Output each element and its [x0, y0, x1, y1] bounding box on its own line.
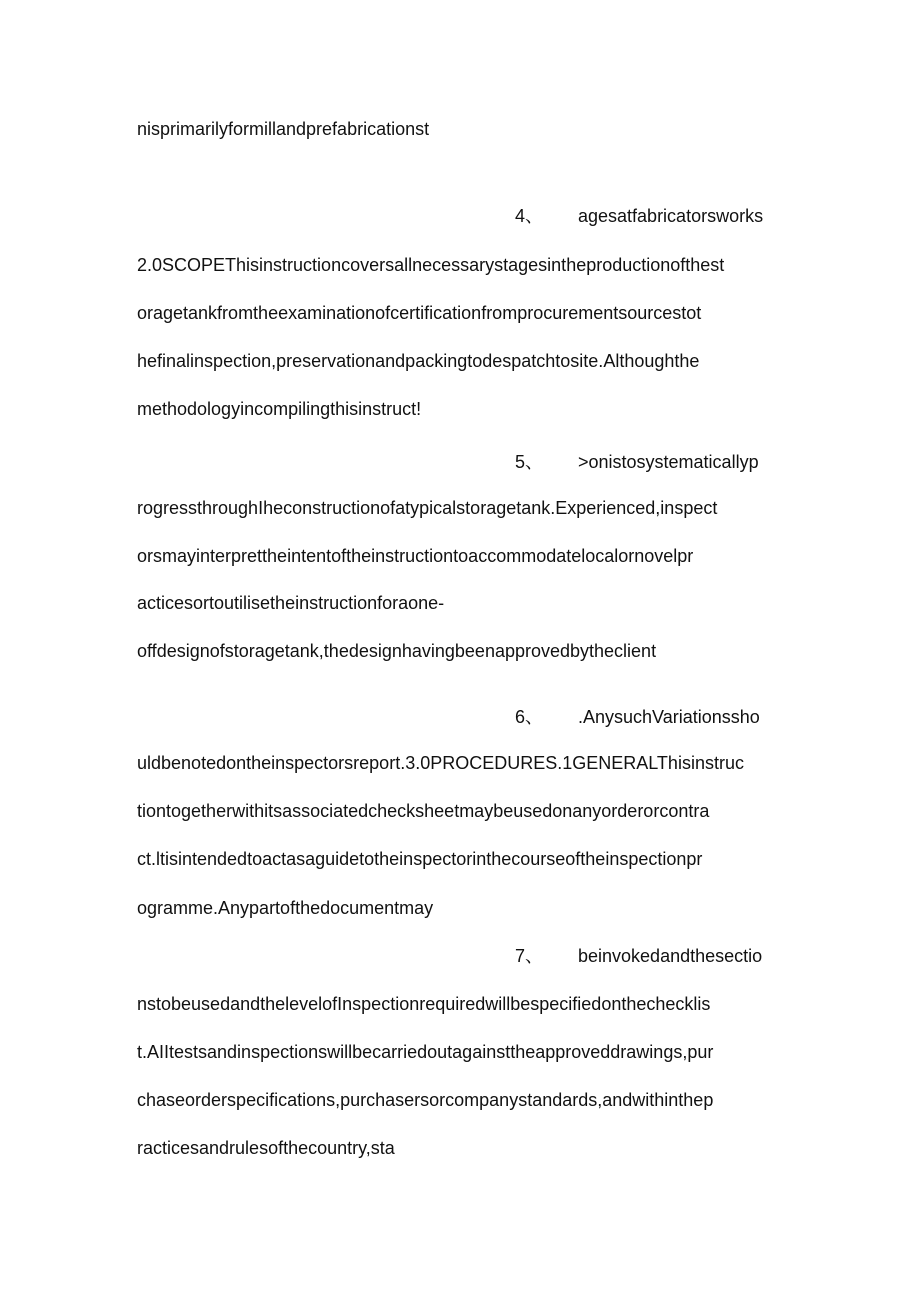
text-line: ogramme.Anypartofthedocumentmay	[137, 898, 434, 918]
item-number: 4、	[515, 206, 544, 226]
item-number: 6、	[515, 707, 544, 727]
text-line: uldbenotedontheinspectorsreport.3.0PROCEDURES.1GENERALThisinstruc	[137, 753, 744, 773]
item-text: agesatfabricatorsworks	[578, 206, 764, 226]
item-number: 5、	[515, 452, 544, 472]
text-line: orsmayinterprettheintentoftheinstructiontoaccommodatelocalornovelpr	[137, 546, 694, 566]
item-text: .AnysuchVariationssho	[578, 707, 760, 727]
text-line: 2.0SCOPEThisinstructioncoversallnecessarystagesintheproductionofthest	[137, 255, 725, 275]
item-text: beinvokedandthesectio	[578, 946, 763, 966]
text-line: tiontogetherwithitsassociatedchecksheetmaybeusedonanyorderorcontra	[137, 801, 710, 821]
text-line: t.AIItestsandinspectionswillbecarriedoutagainsttheapproveddrawings,pur	[137, 1042, 714, 1062]
text-line: racticesandrulesofthecountry,sta	[137, 1138, 395, 1158]
text-line: acticesortoutilisetheinstructionforaone-	[137, 593, 445, 613]
text-line: ct.ltisintendedtoactasaguidetotheinspectorinthecourseoftheinspectionpr	[137, 849, 703, 869]
text-line: methodologyincompilingthisinstruct!	[137, 399, 422, 419]
text-line: chaseorderspecifications,purchasersorcompanystandards,andwithinthep	[137, 1090, 714, 1110]
text-line: hefinalinspection,preservationandpackingtodespatchtosite.Althoughthe	[137, 351, 700, 371]
text-line: nstobeusedandthelevelofInspectionrequiredwillbespecifiedonthechecklis	[137, 994, 711, 1014]
item-text: >onistosystematicallyp	[578, 452, 759, 472]
item-number: 7、	[515, 946, 544, 966]
text-line: offdesignofstoragetank,thedesignhavingbeenapprovedbytheclient	[137, 641, 657, 661]
text-line: rogressthroughIheconstructionofatypicalstoragetank.Experienced,inspect	[137, 498, 718, 518]
text-line: nisprimarilyformillandprefabricationst	[137, 119, 430, 139]
text-line: oragetankfromtheexaminationofcertificationfromprocurementsourcestot	[137, 303, 702, 323]
